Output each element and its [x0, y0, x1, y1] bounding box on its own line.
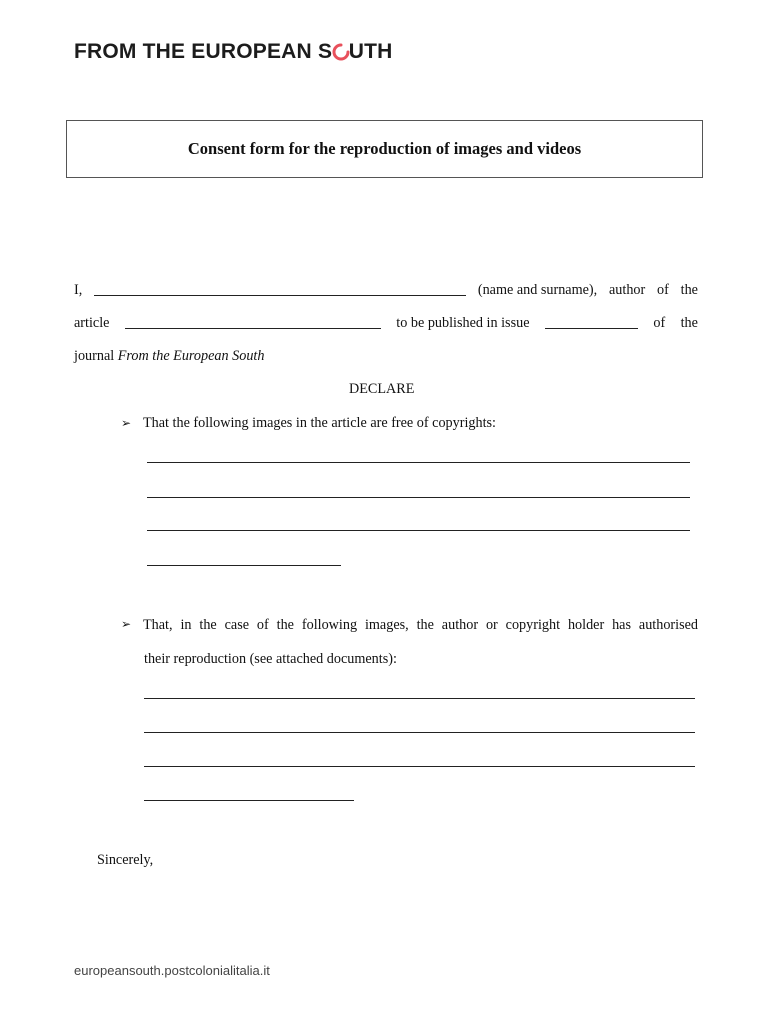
bullet-authorised-images — [121, 617, 698, 634]
authorised-images-line-4[interactable] — [144, 800, 354, 801]
logo-text-part1: FROM THE EUROPEAN S — [74, 40, 333, 63]
bullet-free-images — [121, 415, 496, 432]
pronoun-text: I, — [74, 282, 83, 298]
bullet-free-images-text: That the following images in the article are free of copyrights: — [143, 415, 496, 431]
bullet-authorised-text-1: That, in the case of the following images, the author or copyright holder has authorised — [143, 617, 698, 633]
name-blank[interactable] — [94, 282, 466, 296]
journal-text: journal — [74, 348, 115, 364]
logo-text-part2: UTH — [348, 40, 393, 63]
of-text: of — [657, 282, 669, 298]
bullet-authorised-text-2: their reproduction (see attached documents): — [144, 651, 397, 667]
logo-ring-icon — [332, 43, 350, 61]
the-text-2: the — [680, 315, 698, 331]
journal-line — [74, 348, 264, 365]
sincerely-text: Sincerely, — [97, 852, 154, 868]
name-line — [74, 282, 698, 299]
name-hint-text: (name and surname), — [477, 282, 598, 298]
journal-name: From the European South — [117, 348, 265, 364]
form-title: Consent form for the reproduction of images and videos — [187, 139, 582, 158]
publish-text: to be published in issue — [396, 315, 530, 331]
author-text: author — [609, 282, 646, 298]
authorised-images-line-2[interactable] — [144, 732, 695, 733]
arrow-bullet-icon: ➢ — [121, 416, 132, 430]
footer-url: europeansouth.postcolonialitalia.it — [74, 963, 270, 978]
free-images-line-2[interactable] — [147, 497, 690, 498]
authorised-images-line-1[interactable] — [144, 698, 695, 699]
article-blank[interactable] — [125, 315, 381, 329]
free-images-line-3[interactable] — [147, 530, 690, 531]
issue-blank[interactable] — [545, 315, 638, 329]
authorised-images-line-3[interactable] — [144, 766, 695, 767]
article-text: article — [74, 315, 110, 331]
article-line — [74, 315, 698, 332]
of-text-2: of — [653, 315, 666, 331]
declare-heading: DECLARE — [349, 381, 415, 397]
title-box — [66, 120, 703, 178]
arrow-bullet-icon-2: ➢ — [121, 617, 132, 631]
free-images-line-4[interactable] — [147, 565, 341, 566]
free-images-line-1[interactable] — [147, 462, 690, 463]
journal-logo — [74, 40, 392, 64]
the-text: the — [680, 282, 698, 298]
logo-o-mark — [332, 40, 349, 64]
